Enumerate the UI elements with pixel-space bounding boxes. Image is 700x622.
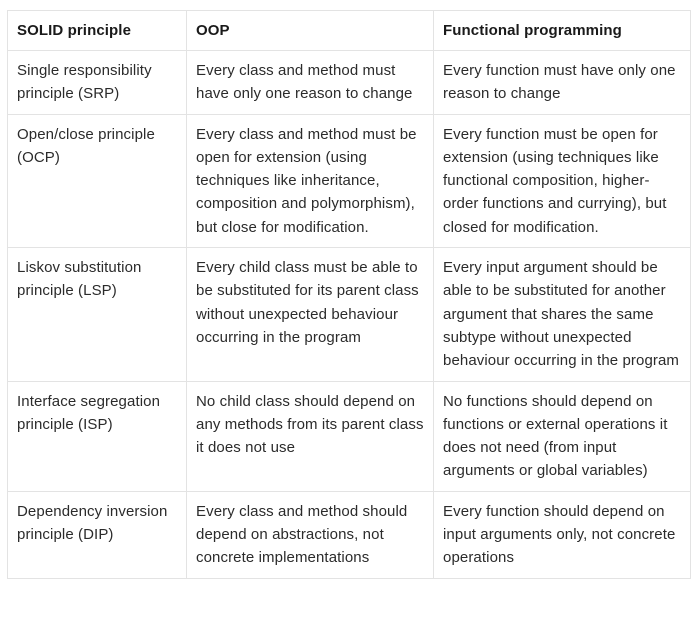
cell-principle: Liskov substitution principle (LSP) (8, 248, 187, 381)
table-header (8, 11, 691, 51)
cell-principle: Open/close principle (OCP) (8, 114, 187, 247)
table-body (8, 51, 691, 579)
cell-principle: Single responsibility principle (SRP) (8, 51, 187, 115)
header-functional-programming: Functional programming (434, 11, 691, 51)
table-row-isp (8, 381, 691, 491)
cell-fp: No functions should depend on functions or external operations it does not need (from input arguments or global variables) (434, 381, 691, 491)
cell-oop: Every class and method must have only one reason to change (187, 51, 434, 115)
cell-principle: Dependency inversion principle (DIP) (8, 491, 187, 578)
cell-oop: Every child class must be able to be substituted for its parent class without unexpected behaviour occurring in the program (187, 248, 434, 381)
cell-oop: Every class and method must be open for extension (using techniques like inheritance, composition and polymorphism), but close for modification. (187, 114, 434, 247)
header-oop: OOP (187, 11, 434, 51)
cell-fp: Every input argument should be able to be substituted for another argument that shares the same subtype without unexpected behaviour occurring in the program (434, 248, 691, 381)
cell-oop: No child class should depend on any methods from its parent class it does not use (187, 381, 434, 491)
cell-fp: Every function must have only one reason to change (434, 51, 691, 115)
cell-principle: Interface segregation principle (ISP) (8, 381, 187, 491)
cell-oop: Every class and method should depend on abstractions, not concrete implementations (187, 491, 434, 578)
table-row-srp (8, 51, 691, 115)
table-row-dip (8, 491, 691, 578)
header-solid-principle: SOLID principle (8, 11, 187, 51)
cell-fp: Every function must be open for extension (using techniques like functional composition, higher-order functions and currying), but closed for modification. (434, 114, 691, 247)
table-row-ocp (8, 114, 691, 247)
header-row (8, 11, 691, 51)
solid-comparison-table (7, 10, 691, 579)
solid-comparison-table-container (7, 10, 690, 579)
table-row-lsp (8, 248, 691, 381)
cell-fp: Every function should depend on input arguments only, not concrete operations (434, 491, 691, 578)
